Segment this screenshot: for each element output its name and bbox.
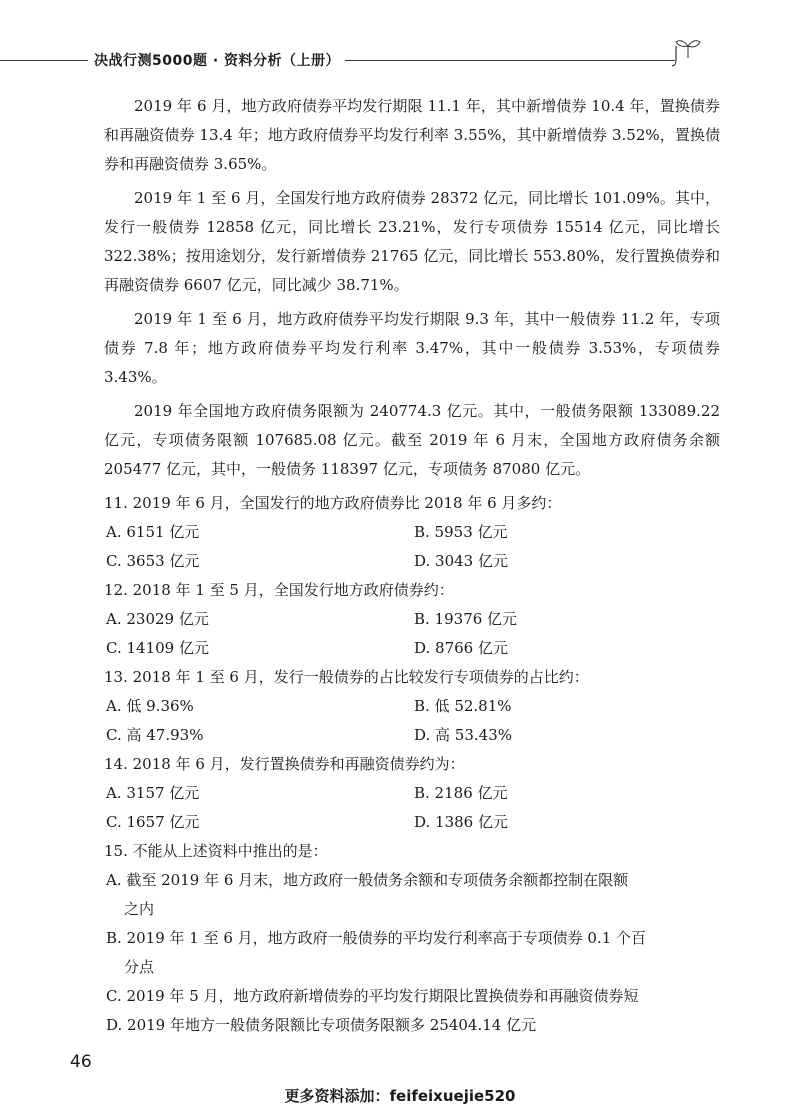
q15-option-a-line-1: A. 截至 2019 年 6 月末，地方政府一般债务余额和专项债务余额都控制在限额	[106, 871, 629, 889]
option-c: C. 高 47.93%	[106, 726, 204, 744]
q15-option-b	[104, 924, 720, 982]
paragraph-1: 2019 年 6 月，地方政府债券平均发行期限 11.1 年，其中新增债券 10.4 年，置换债券和再融资债券 13.4 年；地方政府债券平均发行利率 3.55%，其中新增债券 3.52%，置换债券和再融资债券 3.65%。	[104, 97, 720, 173]
question-15-stem: 15. 不能从上述资料中推出的是：	[104, 842, 328, 860]
option-b: B. 低 52.81%	[414, 697, 512, 715]
option-c: C. 14109 亿元	[106, 639, 209, 657]
option-c: C. 3653 亿元	[106, 552, 200, 570]
option-b: B. 2186 亿元	[414, 784, 508, 802]
question-11-stem: 11. 2019 年 6 月，全国发行的地方政府债券比 2018 年 6 月多约：	[104, 494, 562, 512]
paragraph-4: 2019 年全国地方政府债务限额为 240774.3 亿元。其中，一般债务限额 133089.22 亿元，专项债务限额 107685.08 亿元。截至 2019 年 6 月末，全国地方政府债务余额 205477 亿元，其中，一般债务 118397 亿元，专项债务 87080 亿元。	[104, 402, 720, 478]
option-b: B. 5953 亿元	[414, 523, 508, 541]
header-rule-left	[0, 60, 88, 61]
option-b: B. 19376 亿元	[414, 610, 518, 628]
header-rule-right	[345, 60, 675, 61]
question-13-stem: 13. 2018 年 1 至 6 月，发行一般债券的占比较发行专项债券的占比约：	[104, 668, 589, 686]
page-header	[0, 46, 800, 76]
paragraph-2: 2019 年 1 至 6 月，全国发行地方政府债券 28372 亿元，同比增长 101.09%。其中，发行一般债券 12858 亿元，同比增长 23.21%，发行专项债券 15514 亿元，同比增长 322.38%；按用途划分，发行新增债券 21765 亿元，同比增长 553.80%，发行置换债券和再融资债券 6607 亿元，同比减少 38.71%。	[104, 189, 720, 294]
q15-option-a	[104, 866, 720, 924]
q15-option-b-line-1: B. 2019 年 1 至 6 月，地方政府一般债券的平均发行利率高于专项债券 0.1 个百	[106, 929, 647, 947]
footer-note: 更多资料添加：feifeixuejie520	[284, 1087, 516, 1105]
option-d: D. 高 53.43%	[414, 726, 512, 744]
question-12-stem: 12. 2018 年 1 至 5 月，全国发行地方政府债券约：	[104, 581, 454, 599]
q15-option-d: D. 2019 年地方一般债务限额比专项债务限额多 25404.14 亿元	[106, 1016, 537, 1034]
question-14-stem: 14. 2018 年 6 月，发行置换债券和再融资债券约为：	[104, 755, 465, 773]
option-a: A. 3157 亿元	[106, 784, 200, 802]
option-a: A. 23029 亿元	[106, 610, 209, 628]
question-14-options	[104, 779, 720, 837]
option-d: D. 8766 亿元	[414, 639, 508, 657]
paragraph-3: 2019 年 1 至 6 月，地方政府债券平均发行期限 9.3 年，其中一般债券 11.2 年，专项债券 7.8 年；地方政府债券平均发行利率 3.47%，其中一般债券 3.53%，专项债券 3.43%。	[104, 310, 720, 386]
q15-option-b-line-2: 分点	[124, 958, 155, 976]
question-13-options	[104, 692, 720, 750]
sprout-icon	[672, 36, 702, 70]
option-d: D. 1386 亿元	[414, 813, 508, 831]
header-title: 决战行测5000题 · 资料分析（上册）	[94, 53, 341, 69]
option-d: D. 3043 亿元	[414, 552, 508, 570]
page-content	[104, 92, 720, 1040]
q15-option-a-line-2: 之内	[124, 900, 155, 918]
q15-option-c: C. 2019 年 5 月，地方政府新增债券的平均发行期限比置换债券和再融资债券短	[106, 987, 639, 1005]
question-11-options	[104, 518, 720, 576]
option-a: A. 低 9.36%	[106, 697, 194, 715]
question-12-options	[104, 605, 720, 663]
page-number: 46	[70, 1052, 92, 1072]
option-a: A. 6151 亿元	[106, 523, 200, 541]
option-c: C. 1657 亿元	[106, 813, 200, 831]
